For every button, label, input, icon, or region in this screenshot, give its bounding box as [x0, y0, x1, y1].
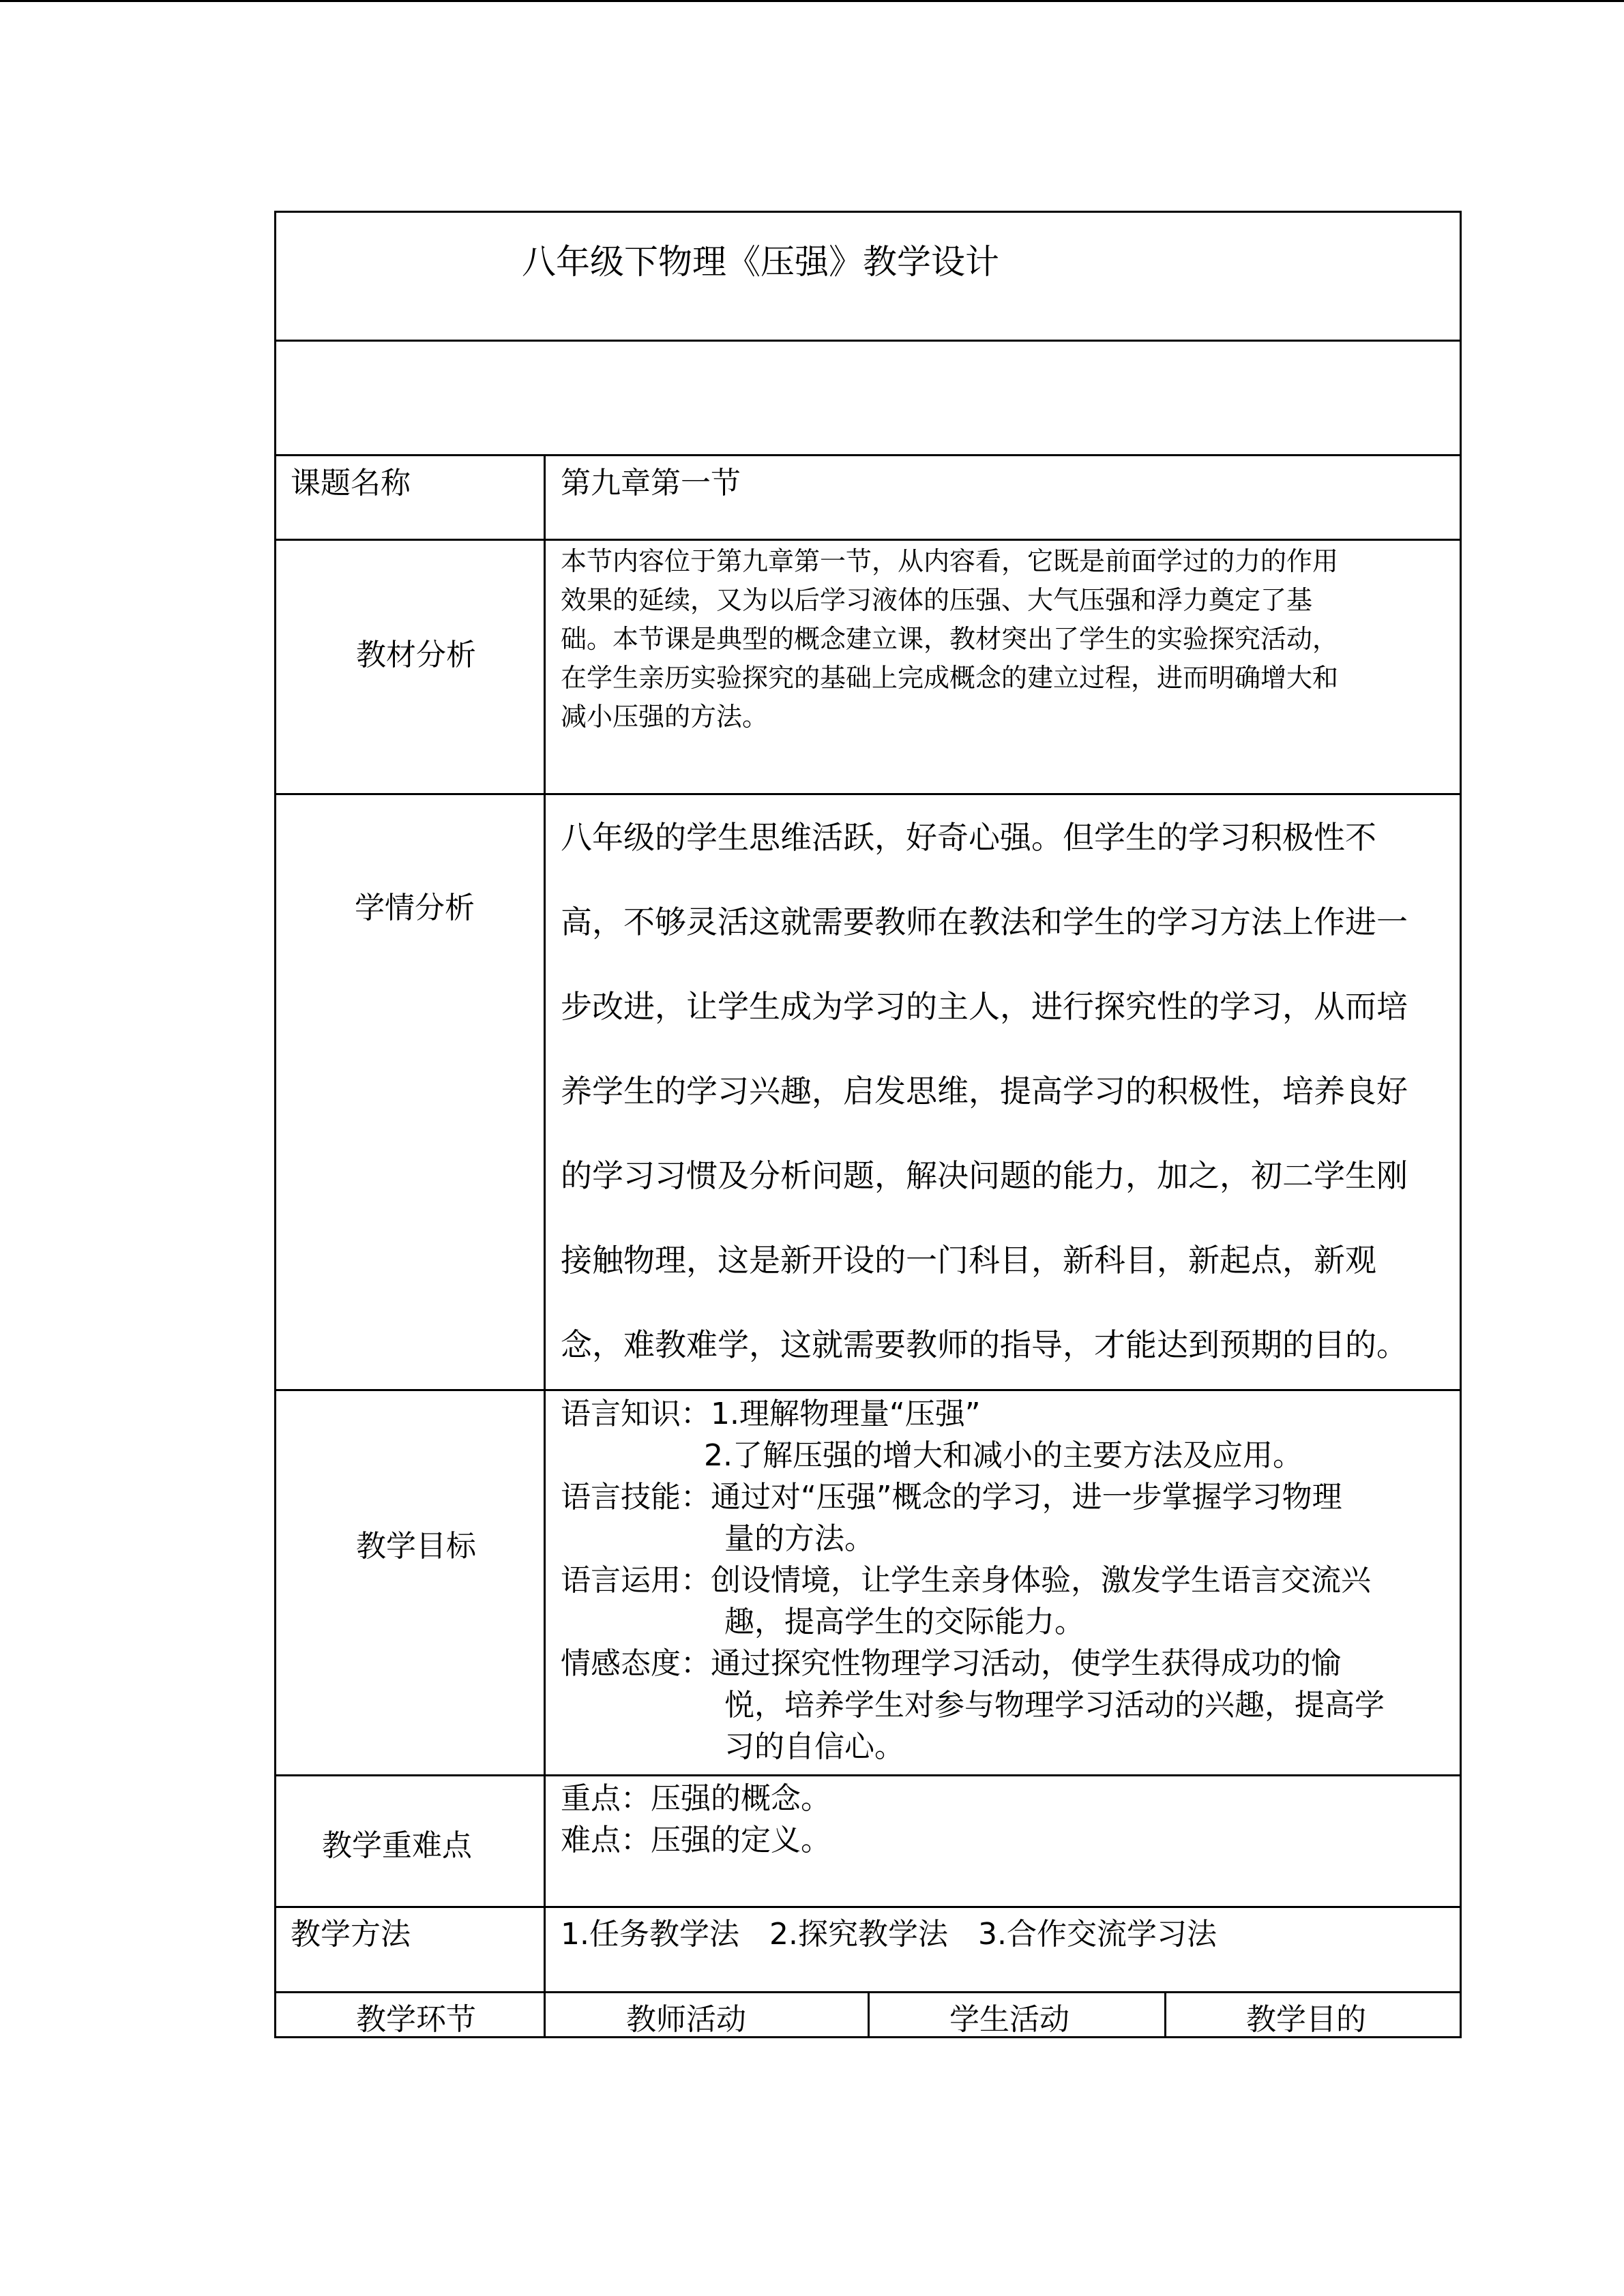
row-divider [274, 539, 1462, 541]
learner-analysis-text: 八年级的学生思维活跃，好奇心强。但学生的学习积极性不 高，不够灵活这就需要教师在教法和学生的学习方法上作进一 步改进，让学生成为学习的主人，进行探究性的学习，从而培 养学生的学习兴趣，启发思维，提高学习的积极性，培养良好 的学习习惯及分析问题，解决问题的能力，加之，初二学生刚 接触物理，这是新开设的一门科目，新科目，新起点，新观 念，难教难学，这就需要教师的指导，才能达到预期的目的。 [561, 819, 1408, 1363]
key-points-text: 重点：压强的概念。 难点：压强的定义。 [561, 1781, 831, 1858]
methods-value: 1.任务教学法 2.探究教学法 3.合作交流学习法 [561, 1917, 1217, 1952]
row-divider [274, 454, 1462, 456]
course-name-label: 课题名称 [291, 466, 411, 501]
teaching-goals-label: 教学目标 [356, 1529, 476, 1564]
learner-analysis-label: 学情分析 [355, 891, 475, 925]
textbook-analysis-label: 教材分析 [356, 638, 476, 672]
row-divider [274, 1906, 1462, 1908]
course-name-value: 第九章第一节 [561, 466, 741, 501]
header-student-activity: 学生活动 [949, 2002, 1069, 2037]
teaching-goals-text: 语言知识：1.理解物理量“压强” 2.了解压强的增大和减小的主要方法及应用。 语言技能：通过对“压强”概念的学习，进一步掌握学习物理 量的方法。 语言运用：创设情境，让学生亲身体验，激发学生语言交流兴 趣，提高学生的交际能力。 情感态度：通过探究性物理学习活动，使学生获得成功的愉 悦，培养学生对参与物理学习活动的兴趣，提高学 习的自信心。 [561, 1397, 1385, 1764]
column-divider [544, 454, 546, 2036]
row-divider [274, 1774, 1462, 1776]
column-divider [868, 1991, 870, 2036]
header-teacher-activity: 教师活动 [626, 2002, 746, 2037]
header-teaching-stage: 教学环节 [356, 2002, 476, 2037]
methods-label: 教学方法 [291, 1917, 411, 1952]
page-title: 八年级下物理《压强》教学设计 [522, 242, 999, 282]
page-top-border [0, 0, 1624, 2]
column-divider [1164, 1991, 1166, 2036]
textbook-analysis-text: 本节内容位于第九章第一节，从内容看，它既是前面学过的力的作用 效果的延续，又为以后学习液体的压强、大气压强和浮力奠定了基 础。本节课是典型的概念建立课，教材突出了学生的实验探究活动， 在学生亲历实验探究的基础上完成概念的建立过程，进而明确增大和 减小压强的方法。 [561, 546, 1339, 732]
row-divider [274, 340, 1462, 342]
row-divider [274, 1389, 1462, 1391]
header-teaching-purpose: 教学目的 [1246, 2002, 1366, 2037]
key-points-label: 教学重难点 [322, 1828, 472, 1863]
